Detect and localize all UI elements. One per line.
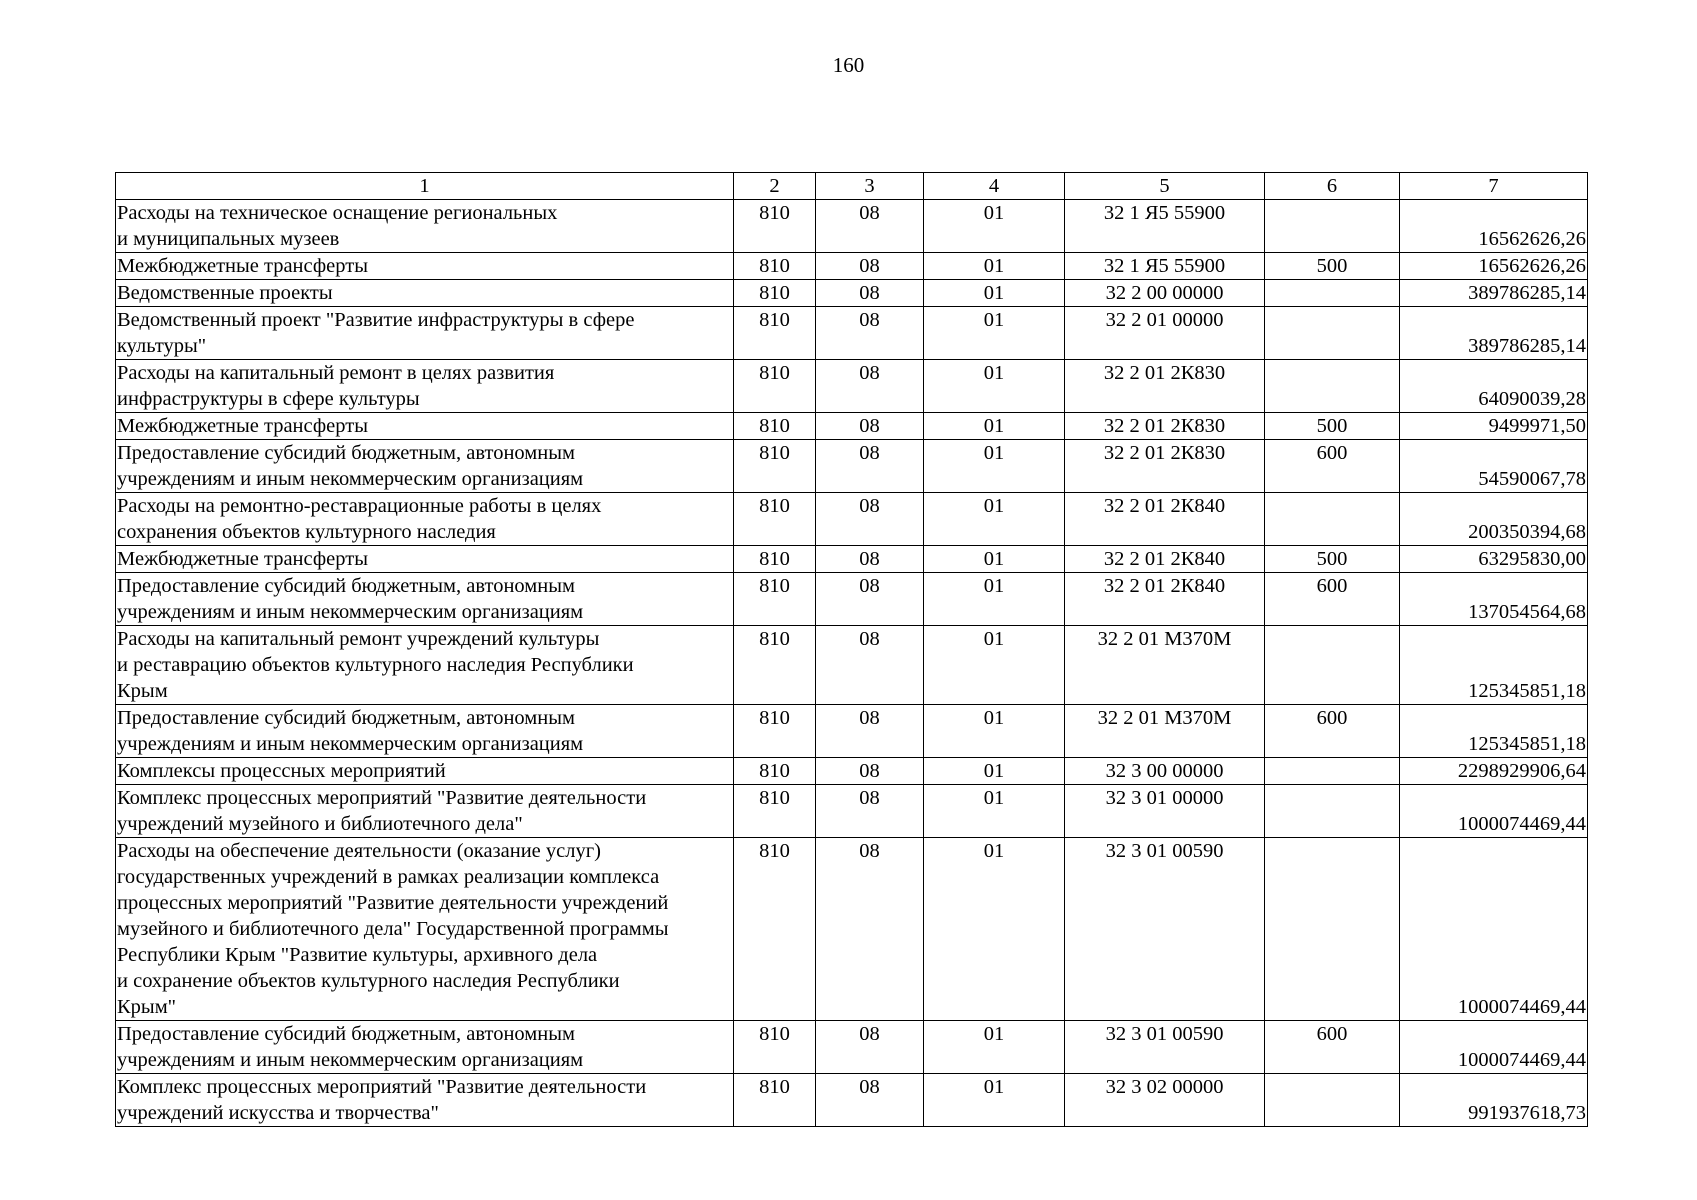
subsection-code-cell: 01 bbox=[924, 413, 1065, 440]
target-article-cell: 32 1 Я5 55900 bbox=[1065, 253, 1265, 280]
target-article-cell: 32 3 02 00000 bbox=[1065, 1074, 1265, 1127]
ministry-code-cell: 810 bbox=[734, 758, 816, 785]
ministry-code-cell: 810 bbox=[734, 1074, 816, 1127]
section-code-cell: 08 bbox=[816, 573, 924, 626]
section-code-cell: 08 bbox=[816, 440, 924, 493]
table-row bbox=[116, 1074, 1588, 1127]
section-code-cell: 08 bbox=[816, 253, 924, 280]
amount-cell: 125345851,18 bbox=[1400, 705, 1588, 758]
ministry-code-cell: 810 bbox=[734, 253, 816, 280]
table-row bbox=[116, 360, 1588, 413]
ministry-code-cell: 810 bbox=[734, 440, 816, 493]
table-row bbox=[116, 200, 1588, 253]
subsection-code-cell: 01 bbox=[924, 360, 1065, 413]
expense-type-cell: 600 bbox=[1265, 440, 1400, 493]
table-row bbox=[116, 307, 1588, 360]
header-cell: 6 bbox=[1265, 173, 1400, 200]
subsection-code-cell: 01 bbox=[924, 307, 1065, 360]
subsection-code-cell: 01 bbox=[924, 705, 1065, 758]
target-article-cell: 32 2 01 2К840 bbox=[1065, 546, 1265, 573]
page-number: 160 bbox=[832, 53, 865, 77]
expense-type-cell: 600 bbox=[1265, 705, 1400, 758]
ministry-code-cell: 810 bbox=[734, 1021, 816, 1074]
table-row bbox=[116, 1021, 1588, 1074]
expense-type-cell bbox=[1265, 360, 1400, 413]
section-code-cell: 08 bbox=[816, 838, 924, 1021]
expense-name-cell: Комплекс процессных мероприятий "Развитие деятельности учреждений музейного и библиотечного дела" bbox=[116, 785, 734, 838]
expense-name-cell: Комплекс процессных мероприятий "Развитие деятельности учреждений искусства и творчества" bbox=[116, 1074, 734, 1127]
header-cell: 2 bbox=[734, 173, 816, 200]
target-article-cell: 32 3 00 00000 bbox=[1065, 758, 1265, 785]
subsection-code-cell: 01 bbox=[924, 253, 1065, 280]
amount-cell: 1000074469,44 bbox=[1400, 1021, 1588, 1074]
table-row bbox=[116, 626, 1588, 705]
expense-name-cell: Комплексы процессных мероприятий bbox=[116, 758, 734, 785]
section-code-cell: 08 bbox=[816, 307, 924, 360]
subsection-code-cell: 01 bbox=[924, 1074, 1065, 1127]
expense-name-cell: Расходы на капитальный ремонт учреждений культуры и реставрацию объектов культурного наследия Республики Крым bbox=[116, 626, 734, 705]
table-row bbox=[116, 493, 1588, 546]
amount-cell: 137054564,68 bbox=[1400, 573, 1588, 626]
expense-type-cell: 500 bbox=[1265, 546, 1400, 573]
target-article-cell: 32 1 Я5 55900 bbox=[1065, 200, 1265, 253]
expense-type-cell: 600 bbox=[1265, 573, 1400, 626]
target-article-cell: 32 3 01 00590 bbox=[1065, 838, 1265, 1021]
expense-type-cell bbox=[1265, 785, 1400, 838]
target-article-cell: 32 2 01 2К830 bbox=[1065, 360, 1265, 413]
amount-cell: 389786285,14 bbox=[1400, 307, 1588, 360]
target-article-cell: 32 3 01 00000 bbox=[1065, 785, 1265, 838]
target-article-cell: 32 2 01 2К840 bbox=[1065, 573, 1265, 626]
section-code-cell: 08 bbox=[816, 200, 924, 253]
section-code-cell: 08 bbox=[816, 758, 924, 785]
table-row bbox=[116, 280, 1588, 307]
amount-cell: 389786285,14 bbox=[1400, 280, 1588, 307]
expense-type-cell bbox=[1265, 200, 1400, 253]
subsection-code-cell: 01 bbox=[924, 200, 1065, 253]
expense-name-cell: Предоставление субсидий бюджетным, автономным учреждениям и иным некоммерческим организациям bbox=[116, 573, 734, 626]
ministry-code-cell: 810 bbox=[734, 626, 816, 705]
section-code-cell: 08 bbox=[816, 360, 924, 413]
subsection-code-cell: 01 bbox=[924, 1021, 1065, 1074]
table-body bbox=[116, 200, 1588, 1127]
section-code-cell: 08 bbox=[816, 546, 924, 573]
amount-cell: 991937618,73 bbox=[1400, 1074, 1588, 1127]
expense-type-cell bbox=[1265, 626, 1400, 705]
ministry-code-cell: 810 bbox=[734, 413, 816, 440]
table-row bbox=[116, 573, 1588, 626]
section-code-cell: 08 bbox=[816, 705, 924, 758]
target-article-cell: 32 2 01 2К840 bbox=[1065, 493, 1265, 546]
section-code-cell: 08 bbox=[816, 785, 924, 838]
amount-cell: 16562626,26 bbox=[1400, 253, 1588, 280]
ministry-code-cell: 810 bbox=[734, 307, 816, 360]
target-article-cell: 32 2 01 2К830 bbox=[1065, 440, 1265, 493]
subsection-code-cell: 01 bbox=[924, 493, 1065, 546]
expense-name-cell: Межбюджетные трансферты bbox=[116, 253, 734, 280]
expense-name-cell: Ведомственный проект "Развитие инфраструктуры в сфере культуры" bbox=[116, 307, 734, 360]
header-cell: 1 bbox=[116, 173, 734, 200]
amount-cell: 125345851,18 bbox=[1400, 626, 1588, 705]
subsection-code-cell: 01 bbox=[924, 838, 1065, 1021]
expense-type-cell: 500 bbox=[1265, 413, 1400, 440]
expense-name-cell: Межбюджетные трансферты bbox=[116, 413, 734, 440]
ministry-code-cell: 810 bbox=[734, 546, 816, 573]
header-cell: 4 bbox=[924, 173, 1065, 200]
budget-table bbox=[115, 172, 1588, 1127]
subsection-code-cell: 01 bbox=[924, 626, 1065, 705]
expense-type-cell bbox=[1265, 307, 1400, 360]
subsection-code-cell: 01 bbox=[924, 546, 1065, 573]
amount-cell: 64090039,28 bbox=[1400, 360, 1588, 413]
ministry-code-cell: 810 bbox=[734, 200, 816, 253]
expense-type-cell: 600 bbox=[1265, 1021, 1400, 1074]
subsection-code-cell: 01 bbox=[924, 280, 1065, 307]
section-code-cell: 08 bbox=[816, 626, 924, 705]
amount-cell: 200350394,68 bbox=[1400, 493, 1588, 546]
expense-name-cell: Межбюджетные трансферты bbox=[116, 546, 734, 573]
expense-type-cell: 500 bbox=[1265, 253, 1400, 280]
table-row bbox=[116, 705, 1588, 758]
ministry-code-cell: 810 bbox=[734, 838, 816, 1021]
expense-name-cell: Предоставление субсидий бюджетным, автономным учреждениям и иным некоммерческим организациям bbox=[116, 1021, 734, 1074]
expense-name-cell: Предоставление субсидий бюджетным, автономным учреждениям и иным некоммерческим организациям bbox=[116, 705, 734, 758]
header-cell: 7 bbox=[1400, 173, 1588, 200]
section-code-cell: 08 bbox=[816, 1021, 924, 1074]
amount-cell: 9499971,50 bbox=[1400, 413, 1588, 440]
table-row bbox=[116, 413, 1588, 440]
header-row bbox=[116, 173, 1588, 200]
amount-cell: 1000074469,44 bbox=[1400, 785, 1588, 838]
target-article-cell: 32 2 00 00000 bbox=[1065, 280, 1265, 307]
section-code-cell: 08 bbox=[816, 280, 924, 307]
table-row bbox=[116, 546, 1588, 573]
expense-type-cell bbox=[1265, 280, 1400, 307]
section-code-cell: 08 bbox=[816, 413, 924, 440]
header-cell: 5 bbox=[1065, 173, 1265, 200]
section-code-cell: 08 bbox=[816, 1074, 924, 1127]
expense-name-cell: Расходы на ремонтно-реставрационные работы в целях сохранения объектов культурного наследия bbox=[116, 493, 734, 546]
target-article-cell: 32 2 01 00000 bbox=[1065, 307, 1265, 360]
amount-cell: 16562626,26 bbox=[1400, 200, 1588, 253]
subsection-code-cell: 01 bbox=[924, 573, 1065, 626]
subsection-code-cell: 01 bbox=[924, 440, 1065, 493]
amount-cell: 2298929906,64 bbox=[1400, 758, 1588, 785]
ministry-code-cell: 810 bbox=[734, 493, 816, 546]
subsection-code-cell: 01 bbox=[924, 785, 1065, 838]
expense-type-cell bbox=[1265, 493, 1400, 546]
expense-name-cell: Расходы на техническое оснащение региональных и муниципальных музеев bbox=[116, 200, 734, 253]
expense-type-cell bbox=[1265, 1074, 1400, 1127]
table-row bbox=[116, 440, 1588, 493]
expense-name-cell: Расходы на капитальный ремонт в целях развития инфраструктуры в сфере культуры bbox=[116, 360, 734, 413]
table-row bbox=[116, 253, 1588, 280]
expense-type-cell bbox=[1265, 758, 1400, 785]
subsection-code-cell: 01 bbox=[924, 758, 1065, 785]
header-cell: 3 bbox=[816, 173, 924, 200]
target-article-cell: 32 2 01 М370М bbox=[1065, 705, 1265, 758]
ministry-code-cell: 810 bbox=[734, 280, 816, 307]
amount-cell: 54590067,78 bbox=[1400, 440, 1588, 493]
expense-name-cell: Расходы на обеспечение деятельности (оказание услуг) государственных учреждений в рамках реализации комплекса процессных мероприятий "Развитие деятельности учреждений музейного и библиотечного дела" Государственной программы Республики Крым "Развитие культуры, архивного дела и сохранение объектов культурного наследия Республики Крым" bbox=[116, 838, 734, 1021]
table-row bbox=[116, 838, 1588, 1021]
expense-name-cell: Ведомственные проекты bbox=[116, 280, 734, 307]
target-article-cell: 32 2 01 М370М bbox=[1065, 626, 1265, 705]
target-article-cell: 32 2 01 2К830 bbox=[1065, 413, 1265, 440]
target-article-cell: 32 3 01 00590 bbox=[1065, 1021, 1265, 1074]
expense-name-cell: Предоставление субсидий бюджетным, автономным учреждениям и иным некоммерческим организациям bbox=[116, 440, 734, 493]
table-row bbox=[116, 758, 1588, 785]
ministry-code-cell: 810 bbox=[734, 785, 816, 838]
table-row bbox=[116, 785, 1588, 838]
ministry-code-cell: 810 bbox=[734, 573, 816, 626]
amount-cell: 1000074469,44 bbox=[1400, 838, 1588, 1021]
expense-type-cell bbox=[1265, 838, 1400, 1021]
amount-cell: 63295830,00 bbox=[1400, 546, 1588, 573]
section-code-cell: 08 bbox=[816, 493, 924, 546]
ministry-code-cell: 810 bbox=[734, 705, 816, 758]
ministry-code-cell: 810 bbox=[734, 360, 816, 413]
